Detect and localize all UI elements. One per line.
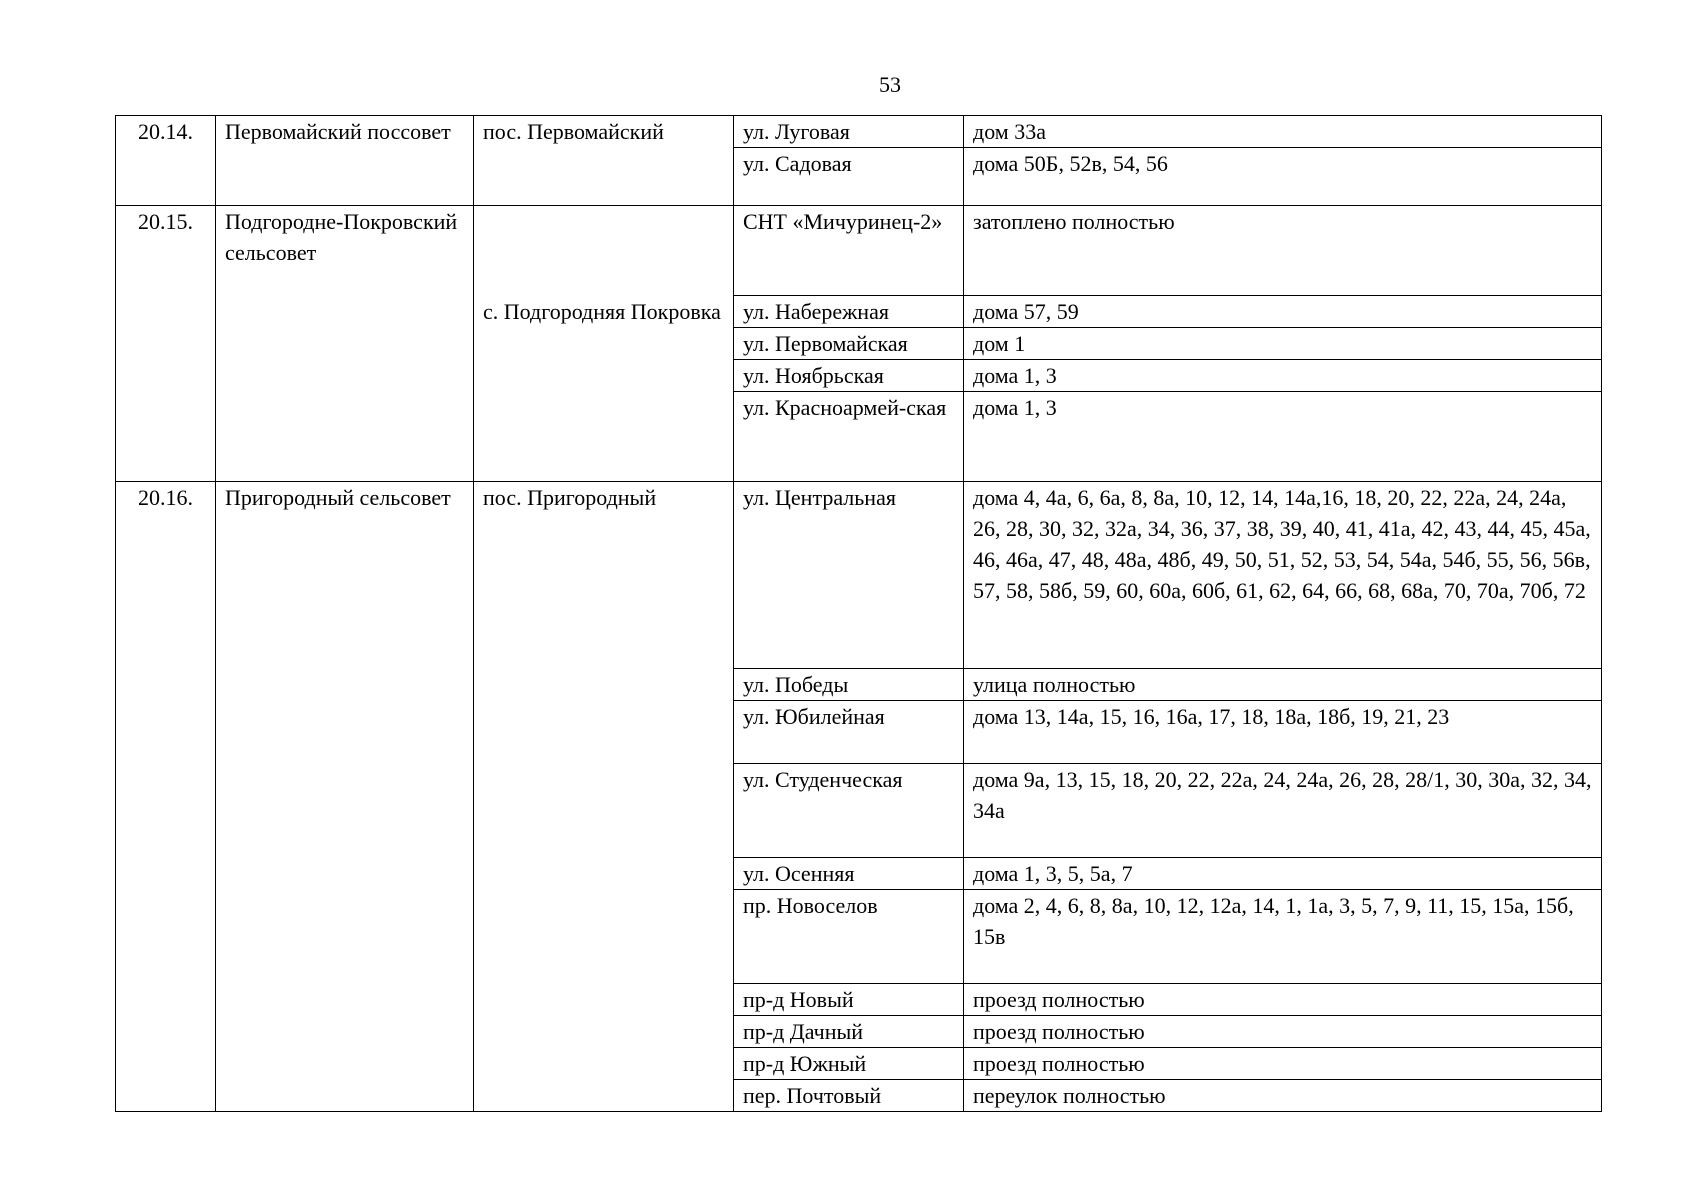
street-name: пр-д Южный (734, 1048, 964, 1080)
locality-name: пос. Первомайский (474, 116, 734, 206)
street-name: пр-д Новый (734, 984, 964, 1016)
street-name: ул. Ноябрьская (734, 360, 964, 392)
street-name: ул. Юбилейная (734, 701, 964, 764)
street-name: ул. Студенческая (734, 764, 964, 858)
street-name: пр-д Дачный (734, 1016, 964, 1048)
houses-list: дома 13, 14а, 15, 16, 16а, 17, 18, 18а, 18б, 19, 21, 23 (964, 701, 1602, 764)
section-number: 20.15. (116, 206, 216, 482)
table-row (116, 206, 1602, 296)
street-name: ул. Садовая (734, 148, 964, 206)
locality-name: пос. Пригородный (474, 482, 734, 1112)
street-name: СНТ «Мичуринец-2» (734, 206, 964, 296)
flooded-addresses-table (115, 115, 1602, 1112)
houses-list: улица полностью (964, 669, 1602, 701)
street-name: ул. Луговая (734, 116, 964, 148)
houses-list: дома 50Б, 52в, 54, 56 (964, 148, 1602, 206)
houses-list: дома 2, 4, 6, 8, 8а, 10, 12, 12а, 14, 1, 1а, 3, 5, 7, 9, 11, 15, 15а, 15б, 15в (964, 890, 1602, 984)
street-name: ул. Красноармей-ская (734, 392, 964, 482)
district-name: Подгородне-Покровский сельсовет (216, 206, 474, 482)
houses-list: дом 33а (964, 116, 1602, 148)
street-name: ул. Набережная (734, 296, 964, 328)
houses-list: дома 1, 3, 5, 5а, 7 (964, 858, 1602, 890)
street-name: ул. Первомайская (734, 328, 964, 360)
houses-list: проезд полностью (964, 1048, 1602, 1080)
section-number: 20.16. (116, 482, 216, 1112)
page-number: 53 (879, 72, 901, 97)
table-row (116, 482, 1602, 669)
locality-name: с. Подгородняя Покровка (474, 206, 734, 482)
houses-list: проезд полностью (964, 984, 1602, 1016)
street-name: ул. Центральная (734, 482, 964, 669)
district-name: Пригородный сельсовет (216, 482, 474, 1112)
street-name: пер. Почтовый (734, 1080, 964, 1112)
houses-list: дома 1, 3 (964, 360, 1602, 392)
street-name: пр. Новоселов (734, 890, 964, 984)
houses-list: дома 4, 4а, 6, 6а, 8, 8а, 10, 12, 14, 14а,16, 18, 20, 22, 22а, 24, 24а, 26, 28, 30, 32, 32а, 34, 36, 37, 38, 39, 40, 41, 41а, 42, 43, 44, 45, 45а, 46, 46а, 47, 48, 48а, 48б, 49, 50, 51, 52, 53, 54, 54а, 54б, 55, 56, 56в, 57, 58, 58б, 59, 60, 60а, 60б, 61, 62, 64, 66, 68, 68а, 70, 70а, 70б, 72 (964, 482, 1602, 669)
houses-list: дома 57, 59 (964, 296, 1602, 328)
houses-list: проезд полностью (964, 1016, 1602, 1048)
section-number: 20.14. (116, 116, 216, 206)
district-name: Первомайский поссовет (216, 116, 474, 206)
street-name: ул. Осенняя (734, 858, 964, 890)
houses-list: дома 1, 3 (964, 392, 1602, 482)
houses-list: переулок полностью (964, 1080, 1602, 1112)
houses-list: дом 1 (964, 328, 1602, 360)
houses-list: затоплено полностью (964, 206, 1602, 296)
houses-list: дома 9а, 13, 15, 18, 20, 22, 22а, 24, 24а, 26, 28, 28/1, 30, 30а, 32, 34, 34а (964, 764, 1602, 858)
table-row (116, 116, 1602, 148)
street-name: ул. Победы (734, 669, 964, 701)
